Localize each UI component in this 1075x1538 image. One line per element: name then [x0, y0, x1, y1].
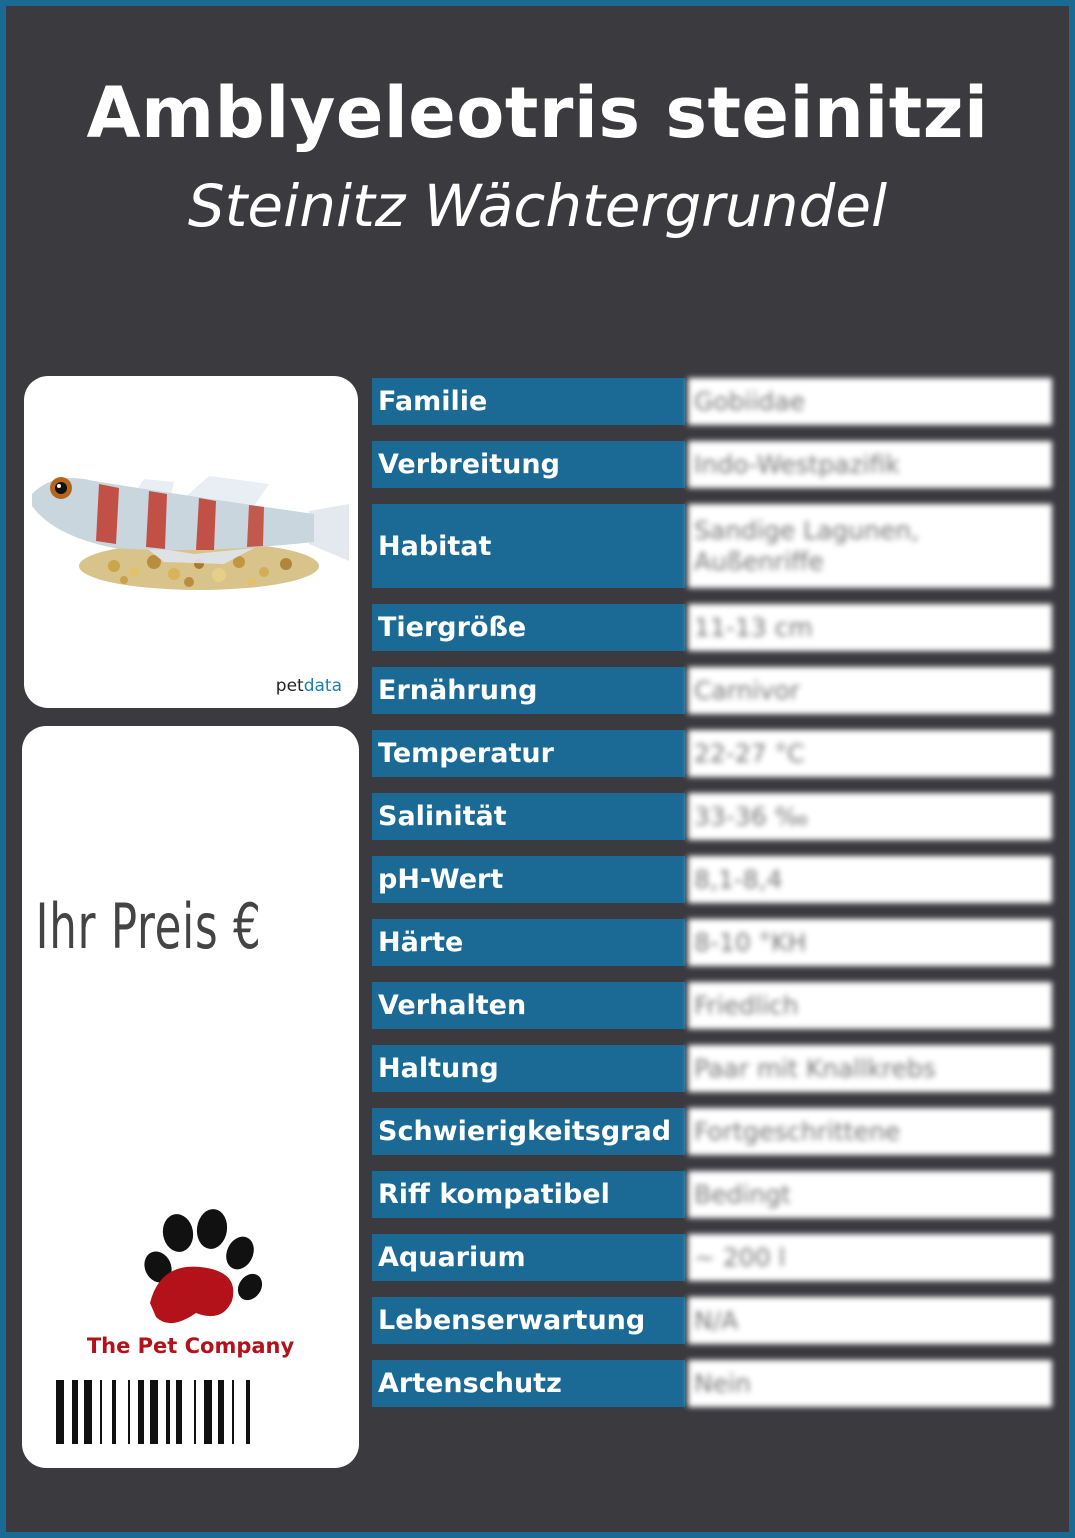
row-label: Riff kompatibel — [372, 1171, 685, 1218]
row-label: Salinität — [372, 793, 685, 840]
watermark-part-data: data — [303, 676, 342, 696]
row-label: Temperatur — [372, 730, 685, 777]
row-label: pH-Wert — [372, 856, 685, 903]
barcode-bar — [150, 1380, 158, 1444]
barcode-bar — [72, 1380, 78, 1444]
row-label: Verhalten — [372, 982, 685, 1029]
barcode-bar — [204, 1380, 212, 1444]
row-label: Habitat — [372, 504, 685, 588]
row-value: ~ 200 l — [688, 1234, 1052, 1281]
paw-logo — [130, 1205, 270, 1335]
row-value: Carnivor — [688, 667, 1052, 714]
company-name: The Pet Company — [86, 1334, 295, 1358]
barcode-bar — [166, 1380, 170, 1444]
petdata-watermark — [276, 676, 342, 696]
barcode-bar — [232, 1380, 234, 1444]
row-value: 8,1-8,4 — [688, 856, 1052, 903]
barcode-bar — [246, 1380, 250, 1444]
fish-photo-card — [24, 376, 358, 708]
row-label: Artenschutz — [372, 1360, 685, 1407]
row-value: Gobiidae — [688, 378, 1052, 425]
row-label: Verbreitung — [372, 441, 685, 488]
row-label: Lebenserwartung — [372, 1297, 685, 1344]
row-label: Ernährung — [372, 667, 685, 714]
row-label: Familie — [372, 378, 685, 425]
barcode-bar — [84, 1380, 92, 1444]
row-value: 22-27 °C — [688, 730, 1052, 777]
barcode — [54, 1380, 334, 1446]
row-label: Tiergröße — [372, 604, 685, 651]
row-label: Aquarium — [372, 1234, 685, 1281]
barcode-bar — [56, 1380, 64, 1444]
row-value: Sandige Lagunen, Außenriffe — [688, 504, 1052, 588]
row-value: Nein — [688, 1360, 1052, 1407]
row-label: Härte — [372, 919, 685, 966]
common-name: Steinitz Wächtergrundel — [187, 172, 888, 240]
barcode-bar — [100, 1380, 102, 1444]
scientific-name: Amblyeleotris steinitzi — [86, 72, 989, 154]
row-value: Friedlich — [688, 982, 1052, 1029]
row-value: Bedingt — [688, 1171, 1052, 1218]
row-value: 8-10 °KH — [688, 919, 1052, 966]
row-value: 33-36 ‰ — [688, 793, 1052, 840]
row-value: Fortgeschrittene — [688, 1108, 1052, 1155]
row-value: Paar mit Knallkrebs — [688, 1045, 1052, 1092]
barcode-bar — [128, 1380, 130, 1444]
barcode-bar — [112, 1380, 116, 1444]
row-label: Haltung — [372, 1045, 685, 1092]
barcode-bar — [138, 1380, 144, 1444]
barcode-bar — [176, 1380, 182, 1444]
row-value: 11-13 cm — [688, 604, 1052, 651]
price-label: Ihr Preis € — [35, 890, 262, 963]
row-value: Indo-Westpazifik — [688, 441, 1052, 488]
fish-photo — [24, 376, 358, 708]
barcode-bar — [218, 1380, 224, 1444]
barcode-bar — [194, 1380, 196, 1444]
watermark-part-pet: pet — [275, 676, 304, 696]
row-value: N/A — [688, 1297, 1052, 1344]
row-label: Schwierigkeitsgrad — [372, 1108, 685, 1155]
